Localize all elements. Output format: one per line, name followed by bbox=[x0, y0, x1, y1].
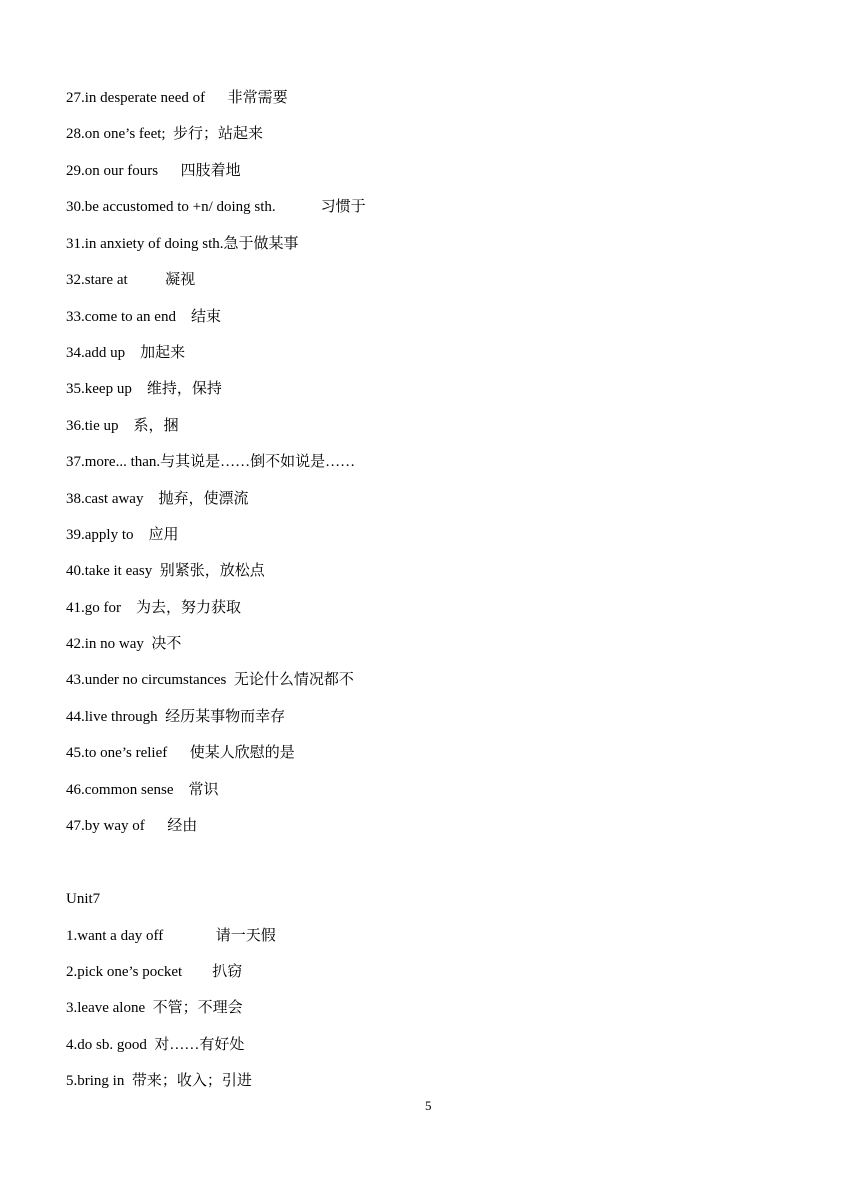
phrase-entry: 27.in desperate need of 非常需要 bbox=[66, 90, 288, 106]
phrase-entry: 5.bring in 带来；收入；引进 bbox=[66, 1073, 252, 1089]
page-number: 5 bbox=[425, 1098, 432, 1113]
phrase-entry: 30.be accustomed to +n/ doing sth. 习惯于 bbox=[66, 199, 366, 215]
phrase-entry: 43.under no circumstances 无论什么情况都不 bbox=[66, 672, 354, 688]
phrase-entry: 38.cast away 抛弃，使漂流 bbox=[66, 491, 249, 507]
phrase-entry: 45.to one’s relief 使某人欣慰的是 bbox=[66, 745, 295, 761]
phrase-entry: 33.come to an end 结束 bbox=[66, 309, 221, 325]
phrase-entry: 3.leave alone 不管；不理会 bbox=[66, 1000, 243, 1016]
phrase-entry: 39.apply to 应用 bbox=[66, 527, 179, 543]
phrase-entry: 36.tie up 系，捆 bbox=[66, 418, 179, 434]
unit-heading: Unit7 bbox=[66, 891, 101, 907]
phrase-entry: 29.on our fours 四肢着地 bbox=[66, 163, 241, 179]
phrase-entry: 35.keep up 维持，保持 bbox=[66, 381, 222, 397]
phrase-entry: 1.want a day off 请一天假 bbox=[66, 928, 276, 944]
phrase-entry: 2.pick one’s pocket 扒窃 bbox=[66, 964, 243, 980]
phrase-entry: 32.stare at 凝视 bbox=[66, 272, 196, 288]
phrase-entry: 28.on one’s feet; 步行；站起来 bbox=[66, 126, 264, 142]
phrase-entry: 4.do sb. good 对……有好处 bbox=[66, 1037, 245, 1053]
phrase-entry: 31.in anxiety of doing sth.急于做某事 bbox=[66, 236, 299, 252]
phrase-entry: 40.take it easy 别紧张，放松点 bbox=[66, 563, 265, 579]
phrase-entry: 37.more... than.与其说是……倒不如说是…… bbox=[66, 454, 356, 470]
phrase-entry: 42.in no way 决不 bbox=[66, 636, 182, 652]
phrase-entry: 34.add up 加起来 bbox=[66, 345, 186, 361]
phrase-entry: 41.go for 为去，努力获取 bbox=[66, 600, 241, 616]
phrase-entry: 44.live through 经历某事物而幸存 bbox=[66, 709, 286, 725]
phrase-entry: 47.by way of 经由 bbox=[66, 818, 198, 834]
phrase-entry: 46.common sense 常识 bbox=[66, 782, 219, 798]
